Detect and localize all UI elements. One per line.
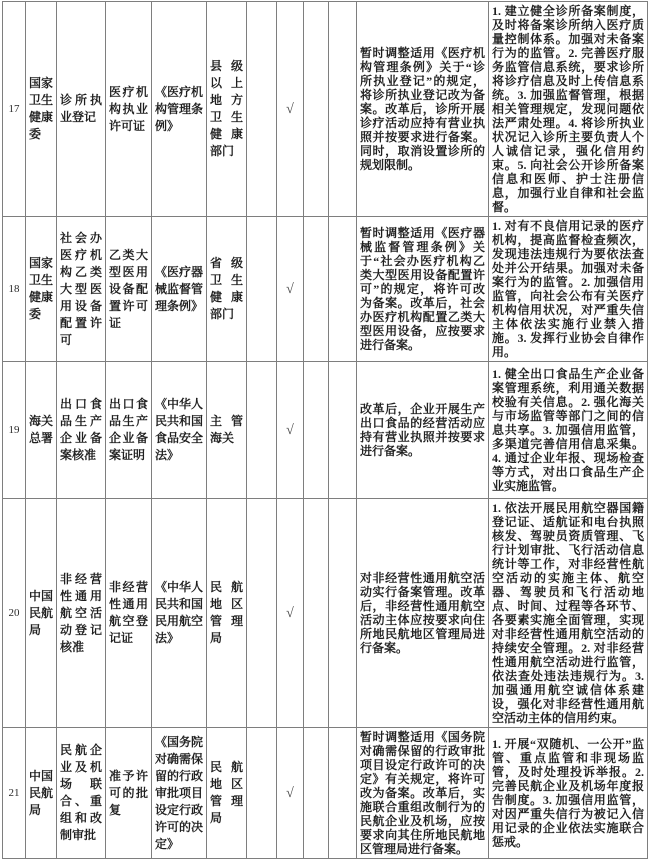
cell-notification-commitment — [304, 499, 329, 728]
cell-seq: 20 — [3, 499, 26, 728]
cell-approval-to-filing — [277, 499, 304, 728]
table-row — [3, 499, 648, 728]
cell-certificate-name: 出口食品生产企业备案证明 — [106, 362, 152, 499]
table-row — [3, 362, 648, 499]
cell-certificate-name: 乙类大型医用设备配置许可证 — [106, 217, 152, 362]
cell-legal-basis: 《中华人民共和国民用航空法》 — [152, 499, 207, 728]
cell-notification-commitment — [304, 728, 329, 859]
cell-reform-measure: 对非经营性通用航空活动实行备案管理。改革后，非经营性通用航空活动主体应按要求向住所地民航地区管理局进行备案。 — [357, 499, 489, 728]
cell-department: 中国民航局 — [26, 499, 57, 728]
table-row — [3, 2, 648, 217]
cell-reform-measure: 暂时调整适用《国务院对确需保留的行政审批项目设定行政许可的决定》有关规定，将许可改为备案。改革后，实施联合重组改制行为的民航企业及机场，应按要求向其住所地民航地区管理局进行备案。 — [357, 728, 489, 859]
cell-reform-measure: 暂时调整适用《医疗器械监督管理条例》关于“社会办医疗机构乙类大型医用设备配置许可”的规定，将许可改为备案。改革后，社会办医疗机构配置乙类大型医用设备，应按要求进行备案。 — [357, 217, 489, 362]
cell-approval-to-filing — [277, 217, 304, 362]
cell-seq: 21 — [3, 728, 26, 859]
cell-item-name: 非经营性通用航空活动登记核准 — [57, 499, 106, 728]
cell-supervision-measure: 1. 健全出口食品生产企业备案管理系统，利用通关数据校验有关信息。2. 强化海关与市场监管等部门之间的信息共享。3. 加强信用监管，多渠道完善信用信息采集。4. 通过企业年报、现场检查等方式，对出口食品生产企业实施监管。 — [489, 362, 648, 499]
checkmark-icon: √ — [286, 606, 294, 621]
document-page — [2, 1, 648, 856]
cell-cancel-approval — [247, 2, 277, 217]
cell-optimize-service — [329, 499, 357, 728]
cell-item-name: 社会办医疗机构乙类大型医用设备配置许可 — [57, 217, 106, 362]
cell-seq: 17 — [3, 2, 26, 217]
checkmark-icon: √ — [286, 423, 294, 438]
regulation-table — [2, 1, 648, 859]
cell-certificate-name: 非经营性通用航空登记证 — [106, 499, 152, 728]
cell-certificate-name: 准予许可的批复 — [106, 728, 152, 859]
cell-supervision-measure: 1. 开展“双随机、一公开”监管、重点监管和非现场监管，及时处理投诉举报。2. 完善民航企业及机场年度报告制度。3. 加强信用监管，对因严重失信行为被记入信用记录的企业依法实施联合惩戒。 — [489, 728, 648, 859]
cell-department: 海关总署 — [26, 362, 57, 499]
cell-approval-authority: 县级以上地方卫生健康部门 — [207, 2, 247, 217]
cell-notification-commitment — [304, 362, 329, 499]
cell-seq: 18 — [3, 217, 26, 362]
cell-certificate-name: 医疗机构执业许可证 — [106, 2, 152, 217]
table-row — [3, 728, 648, 859]
cell-approval-authority: 省级卫生健康部门 — [207, 217, 247, 362]
cell-approval-to-filing — [277, 728, 304, 859]
cell-optimize-service — [329, 362, 357, 499]
cell-optimize-service — [329, 728, 357, 859]
cell-reform-measure: 暂时调整适用《医疗机构管理条例》关于“诊所执业登记”的规定，将诊所执业登记改为备案。改革后，诊所开展诊疗活动应持有营业执照并按要求进行备案。同时，取消设置诊所的规划限制。 — [357, 2, 489, 217]
checkmark-icon: √ — [286, 282, 294, 297]
cell-item-name: 民航企业及机场联合、重组和改制审批 — [57, 728, 106, 859]
cell-reform-measure: 改革后，企业开展生产出口食品的经营活动应持有营业执照并按要求进行备案。 — [357, 362, 489, 499]
cell-cancel-approval — [247, 499, 277, 728]
cell-legal-basis: 《中华人民共和国食品安全法》 — [152, 362, 207, 499]
cell-department: 中国民航局 — [26, 728, 57, 859]
cell-legal-basis: 《国务院对确需保留的行政审批项目设定行政许可的决定》 — [152, 728, 207, 859]
cell-department: 国家卫生健康委 — [26, 2, 57, 217]
cell-supervision-measure: 1. 建立健全诊所备案制度，及时将备案诊所纳入医疗质量控制体系。加强对未备案行为的监管。2. 完善医疗服务监管信息系统，要求诊所将诊疗信息及时上传信息系统。3. 加强监督管理，根据相关管理规定，发现问题依法严肃处理。4. 将诊所执业状况记入诊所主要负责人个人诚信记录，强化信用约束。5. 向社会公开诊所备案信息和医师、护士注册信息，加强行业自律和社会监督。 — [489, 2, 648, 217]
cell-approval-authority: 民航地区管理局 — [207, 728, 247, 859]
cell-cancel-approval — [247, 728, 277, 859]
cell-optimize-service — [329, 2, 357, 217]
cell-notification-commitment — [304, 2, 329, 217]
cell-approval-to-filing — [277, 2, 304, 217]
cell-department: 国家卫生健康委 — [26, 217, 57, 362]
checkmark-icon: √ — [286, 786, 294, 801]
table-row — [3, 217, 648, 362]
cell-legal-basis: 《医疗器械监督管理条例》 — [152, 217, 207, 362]
cell-approval-authority: 主管海关 — [207, 362, 247, 499]
cell-legal-basis: 《医疗机构管理条例》 — [152, 2, 207, 217]
cell-item-name: 出口食品生产企业备案核准 — [57, 362, 106, 499]
cell-approval-authority: 民航地区管理局 — [207, 499, 247, 728]
cell-cancel-approval — [247, 362, 277, 499]
cell-item-name: 诊所执业登记 — [57, 2, 106, 217]
cell-approval-to-filing — [277, 362, 304, 499]
cell-supervision-measure: 1. 对有不良信用记录的医疗机构，提高监督检查频次，发现违法违规行为要依法查处并公开结果。加强对未备案行为的监管。2. 加强信用监管，向社会公布有关医疗机构信用状况，对严重失信主体依法实施行业禁入措施。3. 发挥行业协会自律作用。 — [489, 217, 648, 362]
cell-notification-commitment — [304, 217, 329, 362]
cell-supervision-measure: 1. 依法开展民用航空器国籍登记证、适航证和电台执照核发、驾驶员资质管理、飞行计划审批、飞行活动信息统计等工作，对非经营性航空活动的实施主体、航空器、驾驶员和飞行活动地点、时间、过程等各环节、各要素实施全面管理，实现对非经营性通用航空活动的持续安全管理。2. 对非经营性通用航空活动进行监管，依法查处违法违规行为。3. 加强通用航空诚信体系建设，强化对非经营性通用航空活动主体的信用约束。 — [489, 499, 648, 728]
cell-cancel-approval — [247, 217, 277, 362]
cell-seq: 19 — [3, 362, 26, 499]
cell-optimize-service — [329, 217, 357, 362]
checkmark-icon: √ — [286, 102, 294, 117]
